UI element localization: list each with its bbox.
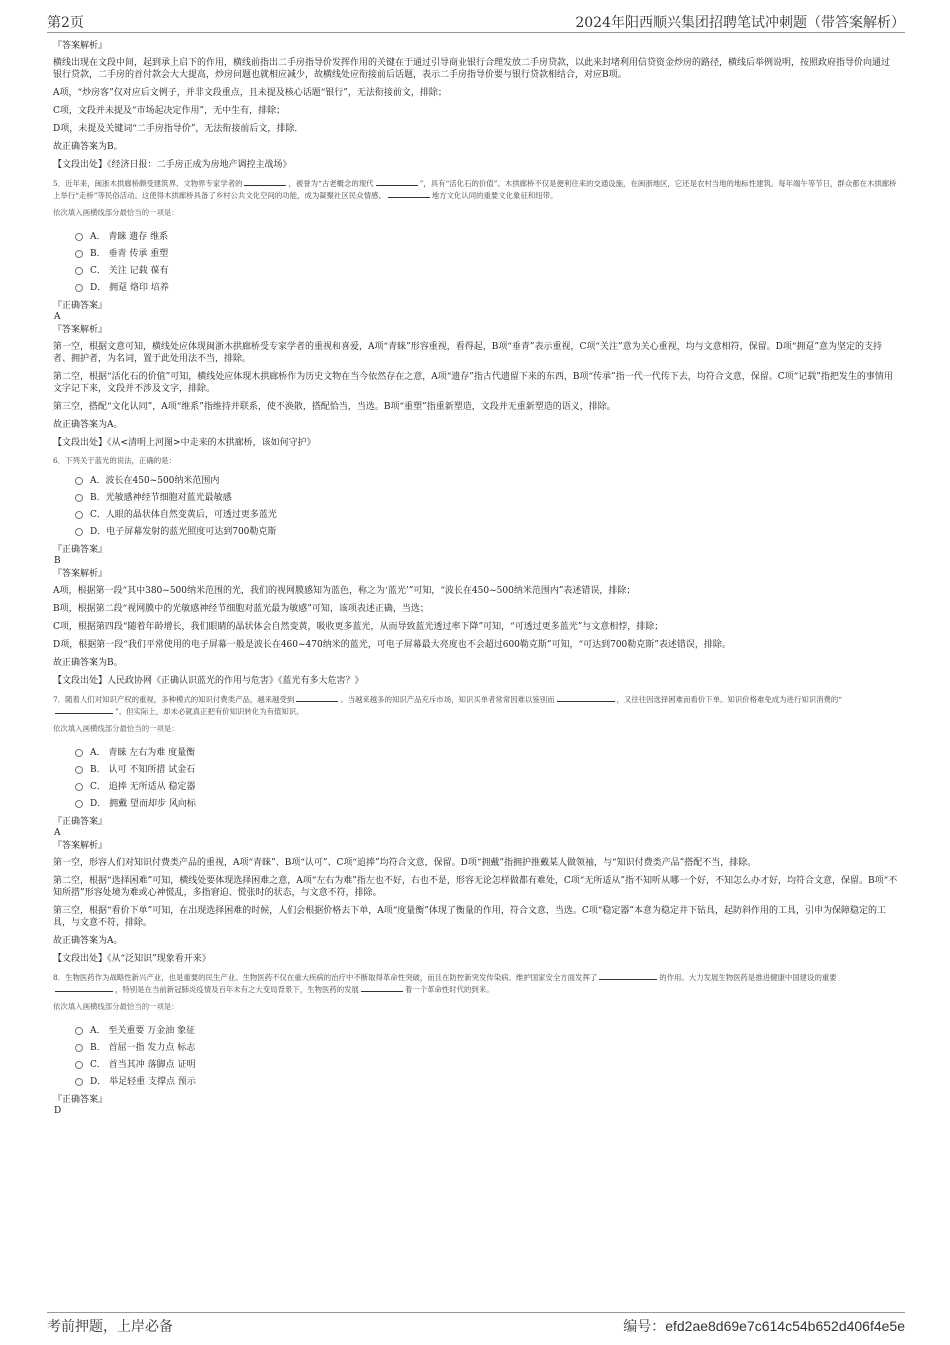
correct-answer: D — [54, 1106, 62, 1116]
radio-circle-icon[interactable] — [75, 284, 83, 292]
option-b[interactable]: B． 认可 不知所措 试金石 — [53, 761, 898, 778]
analysis-label: 『答案解析』 — [53, 325, 108, 335]
correct-answer-label: 『正确答案』 — [53, 301, 108, 311]
option-b[interactable]: B． 首屈一指 发力点 标志 — [53, 1039, 898, 1056]
option-d[interactable]: D． 举足轻重 支撑点 预示 — [53, 1073, 898, 1090]
radio-circle-icon[interactable] — [75, 800, 83, 808]
answer-blank — [55, 705, 113, 714]
fill-hint: 依次填入画横线部分最恰当的一项是： — [53, 724, 179, 733]
correct-answer: A — [54, 312, 61, 322]
page-footer — [47, 1312, 905, 1337]
radio-circle-icon[interactable] — [75, 511, 83, 519]
page-number: 第2页 — [47, 15, 84, 31]
radio-circle-icon[interactable] — [75, 494, 83, 502]
answer-blank — [376, 177, 418, 186]
analysis-paragraph: 第二空，根据“选择困难”可知，横线处要体现选择困难之意，A项“左右为难”指左也不好，右也不是，形容无论怎样做都有难处，C项“无所适从”指不知听从哪一个好，不知怎么办才好，均符合文意，保留。B项“不知所措”形容处境为难或心神慌乱，多指窘迫、慌张时的状态，与文意不符，排除。 — [53, 876, 898, 898]
options-q7 — [53, 744, 898, 812]
answer-blank — [244, 177, 286, 186]
analysis-paragraph: D项，未提及关键词“二手房指导价”，无法衔接前后文，排除． — [53, 124, 304, 134]
options-q6 — [53, 472, 898, 540]
fill-hint: 依次填入画横线部分最恰当的一项是： — [53, 1002, 179, 1011]
analysis-paragraph: 第一空，形容人们对知识付费类产品的重视，A项“青睐”、B项“认可”、C项“追捧”均符合文意，保留。D项“拥戴”指拥护推戴某人做领袖，与“知识付费类产品”搭配不当，排除。 — [53, 858, 757, 868]
question-7: 7．随着人们对知识产权的重视，多种模式的知识付费类产品，越来越受到 。当越来越多的知识产品充斥市场，知识买单者常常因难以鉴别而 ，又往往因选择困难而看价下单。知识价格难免成为进行知识消费的“”。但实际上，却未必就真正把有价知识转化为有值知识。 — [53, 695, 843, 716]
radio-circle-icon[interactable] — [75, 1027, 83, 1035]
answer-blank — [296, 693, 338, 702]
analysis-paragraph: 第三空，根据“看价下单”可知，在出现选择困难的时候，人们会根据价格去下单，A项“度量衡”体现了衡量的作用，符合文意，当选。C项“稳定器”本意为稳定井下钻具，起防斜作用的工具，引申为保障稳定的工具，与文意不符，排除。 — [53, 906, 886, 928]
analysis-paragraph: 第二空，根据“活化石的价值”可知，横线处应体现木拱廊桥作为历史文物在当今依然存在之意，A项“遗存”指古代遗留下来的东西，B项“传承”指一代一代传下去，均符合文意，保留。C项“记载”指把发生的事情用文字记下来，文段并不涉及文字，排除。 — [53, 372, 893, 394]
footer-motto: 考前押题，上岸必备 — [47, 1319, 173, 1335]
analysis-paragraph: 第一空，根据文意可知，横线处应体现闽浙木拱廊桥受专家学者的重视和喜爱，A项“青睐”形容重视，看得起，B项“垂青”表示重视，C项“关注”意为关心重视，均与文意相符，保留。D项“拥趸”意为坚定的支持者、拥护者，为名词，置于此处用法不当，排除。 — [53, 342, 883, 364]
analysis-paragraph: 横线出现在文段中间，起到承上启下的作用，横线前指出二手房指导价发挥作用的关键在于通过引导商业银行合理发放二手房贷款，以此来封堵利用信贷资金炒房的路径，横线后举例说明，按照政府指导价向通过银行贷款，二手房的首付款会大大提高，炒房问题也就相应减少，故横线处应衔接前后话题，表示二手房指导价要与银行贷款相结合，对应B项。 — [53, 58, 891, 80]
radio-circle-icon[interactable] — [75, 766, 83, 774]
conclusion: 故正确答案为B。 — [53, 142, 123, 152]
option-a[interactable]: A． 青睐 遗存 维系 — [53, 228, 898, 245]
radio-circle-icon[interactable] — [75, 477, 83, 485]
radio-circle-icon[interactable] — [75, 783, 83, 791]
radio-circle-icon[interactable] — [75, 528, 83, 536]
radio-circle-icon[interactable] — [75, 749, 83, 757]
radio-circle-icon[interactable] — [75, 250, 83, 258]
answer-blank — [361, 983, 403, 992]
analysis-paragraph: D项，根据第一段“我们平常使用的电子屏幕一般是波长在460~470纳米的蓝光，可电子屏幕最大亮度也不会超过600勒克斯”可知，“可达到700勒克斯”表述错误，排除。 — [53, 640, 731, 650]
analysis-label: 『答案解析』 — [53, 841, 108, 851]
option-b[interactable]: B． 垂青 传承 重塑 — [53, 245, 898, 262]
option-c[interactable]: C． 关注 记载 葆有 — [53, 262, 898, 279]
source-citation: 【文段出处】《从“泛知识”现象看开来》 — [53, 954, 211, 964]
option-d[interactable]: D． 电子屏幕发射的蓝光照度可达到700勒克斯 — [53, 523, 898, 540]
conclusion: 故正确答案为A。 — [53, 936, 123, 946]
document-title: 2024年阳西顺兴集团招聘笔试冲刺题（带答案解析） — [575, 15, 905, 31]
page-header — [47, 10, 905, 33]
source-citation: 【文段出处】人民政协网《正确认识蓝光的作用与危害》《蓝光有多大危害？》 — [53, 676, 364, 686]
option-d[interactable]: D． 拥戴 望而却步 风向标 — [53, 795, 898, 812]
correct-answer-label: 『正确答案』 — [53, 1095, 108, 1105]
answer-blank — [388, 189, 430, 198]
radio-circle-icon[interactable] — [75, 267, 83, 275]
conclusion: 故正确答案为B。 — [53, 658, 123, 668]
radio-circle-icon[interactable] — [75, 1044, 83, 1052]
analysis-label: 『答案解析』 — [53, 41, 108, 51]
source-citation: 【文段出处】《从<清明上河图>中走来的木拱廊桥，该如何守护》 — [53, 438, 316, 448]
option-c[interactable]: C． 人眼的晶状体自然变黄后，可透过更多蓝光 — [53, 506, 898, 523]
fill-hint: 依次填入画横线部分最恰当的一项是： — [53, 208, 179, 217]
option-a[interactable]: A． 青睐 左右为难 度量衡 — [53, 744, 898, 761]
analysis-paragraph: C项，根据第四段“随着年龄增长，我们眼睛的晶状体会自然变黄，吸收更多蓝光，从而导致蓝光透过率下降”可知，“可透过更多蓝光”与文意相悖，排除； — [53, 622, 664, 632]
analysis-paragraph: 第三空，搭配“文化认同”，A项“维系”指维持并联系，使不涣散，搭配恰当，当选。B项“重塑”指重新塑造，文段并无重新塑造的语义，排除。 — [53, 402, 616, 412]
analysis-paragraph: B项，根据第二段“视网膜中的光敏感神经节细胞对蓝光最为敏感”可知，该项表述正确，当选； — [53, 604, 429, 614]
answer-blank — [599, 971, 657, 980]
answer-blank — [55, 983, 113, 992]
analysis-paragraph: C项，文段并未提及“市场起决定作用”，无中生有，排除； — [53, 106, 286, 116]
question-8: 8．生物医药作为战略性新兴产业，也是重要的民生产业。生物医药不仅在重大疾病的治疗中不断取得革命性突破，而且在防控新突发传染病、维护国家安全方面发挥了 的作用。大力发展生物医药是推进健康中国建设的重要，特别是在当前新冠肺炎疫情及百年未有之大变局背景下，生物医药的发展 着一个革命性时代的到来。 — [53, 973, 837, 994]
radio-circle-icon[interactable] — [75, 1061, 83, 1069]
correct-answer: A — [54, 828, 61, 838]
document-body — [53, 40, 898, 1118]
correct-answer: B — [54, 556, 61, 566]
correct-answer-label: 『正确答案』 — [53, 545, 108, 555]
question-5: 5．近年来，闽浙木拱廊桥颇受建筑界、文物界专家学者的 ，被誉为“古老概念的现代 ”，具有“活化石的价值”。木拱廊桥不仅是便利往来的交通设施，在闽浙地区，它还是农村当地的地标性建筑。每年端午等节日，群众都在木拱廊桥上举行“走桥”等民俗活动。这使得木拱廊桥具备了乡村公共文化空间的功能，成为凝聚社区民众情感、 地方文化认同的重要文化象征和纽带。 — [53, 179, 897, 200]
options-q5 — [53, 228, 898, 296]
options-q8 — [53, 1022, 898, 1090]
option-d[interactable]: D． 拥趸 烙印 培养 — [53, 279, 898, 296]
document-code: 编号：efd2ae8d69e7c614c54b652d406f4e5e — [623, 1318, 905, 1334]
source-citation: 【文段出处】《经济日报：二手房正成为房地产调控主战场》 — [53, 160, 292, 170]
analysis-paragraph: A项，根据第一段“其中380~500纳米范围的光，我们的视网膜感知为蓝色，称之为‘蓝光’”可知，“波长在450~500纳米范围内”表述错误，排除； — [53, 586, 636, 596]
correct-answer-label: 『正确答案』 — [53, 817, 108, 827]
option-b[interactable]: B． 光敏感神经节细胞对蓝光最敏感 — [53, 489, 898, 506]
analysis-paragraph: A项，“炒房客”仅对应后文例子，并非文段重点，且未提及核心话题“银行”，无法衔接前文，排除； — [53, 88, 447, 98]
radio-circle-icon[interactable] — [75, 233, 83, 241]
conclusion: 故正确答案为A。 — [53, 420, 123, 430]
option-a[interactable]: A． 至关重要 万金油 象征 — [53, 1022, 898, 1039]
radio-circle-icon[interactable] — [75, 1078, 83, 1086]
option-c[interactable]: C． 首当其冲 落脚点 证明 — [53, 1056, 898, 1073]
answer-blank — [557, 693, 615, 702]
question-6: 6．下列关于蓝光的说法，正确的是： — [53, 456, 176, 465]
analysis-label: 『答案解析』 — [53, 569, 108, 579]
option-a[interactable]: A． 波长在450~500纳米范围内 — [53, 472, 898, 489]
option-c[interactable]: C． 追捧 无所适从 稳定器 — [53, 778, 898, 795]
